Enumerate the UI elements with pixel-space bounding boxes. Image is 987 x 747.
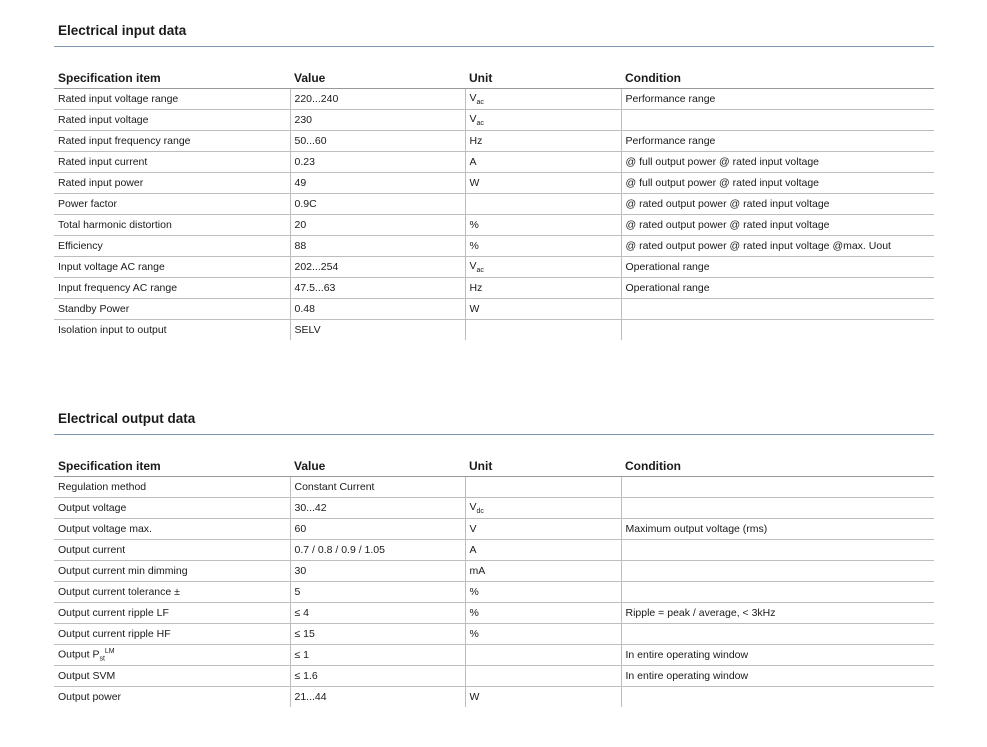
unit-cell	[465, 498, 621, 519]
value-cell: Constant Current	[290, 477, 465, 498]
unit-text: W	[469, 691, 480, 703]
table-row	[54, 257, 934, 278]
header-specification-item: Specification item	[54, 61, 290, 89]
unit-text: mA	[469, 565, 486, 577]
unit-cell	[465, 152, 621, 173]
spec-item-text: Rated input voltage range	[58, 93, 179, 105]
spec-item-cell	[54, 194, 290, 215]
unit-cell	[465, 194, 621, 215]
input-table-body	[54, 89, 934, 341]
spec-item-cell	[54, 561, 290, 582]
spec-item-superscript: LM	[104, 647, 115, 655]
table-row	[54, 687, 934, 708]
table-row	[54, 498, 934, 519]
output-section-title: Electrical output data	[54, 408, 934, 435]
condition-cell: In entire operating window	[621, 645, 934, 666]
table-row	[54, 645, 934, 666]
spec-item-cell	[54, 645, 290, 666]
spec-item-text: Isolation input to output	[58, 324, 167, 336]
condition-cell: Maximum output voltage (rms)	[621, 519, 934, 540]
unit-cell	[465, 89, 621, 110]
spec-item-text: Power factor	[58, 198, 117, 210]
header-condition: Condition	[621, 449, 934, 477]
table-row	[54, 666, 934, 687]
table-row	[54, 152, 934, 173]
input-table	[54, 61, 934, 340]
unit-text: V	[469, 112, 477, 125]
unit-text: %	[469, 586, 479, 598]
unit-cell	[465, 215, 621, 236]
unit-text: W	[469, 303, 480, 315]
condition-cell	[621, 561, 934, 582]
condition-cell	[621, 320, 934, 341]
spec-item-text: Input voltage AC range	[58, 261, 165, 273]
spec-item-cell	[54, 624, 290, 645]
table-row	[54, 215, 934, 236]
value-cell: 20	[290, 215, 465, 236]
condition-cell: @ rated output power @ rated input voltage @max. Uout	[621, 236, 934, 257]
condition-cell: Performance range	[621, 131, 934, 152]
unit-subscript: ac	[476, 120, 484, 128]
input-table-header-row	[54, 61, 934, 89]
spec-item-cell	[54, 498, 290, 519]
spec-item-subscript: st	[99, 655, 105, 663]
spec-item-cell	[54, 540, 290, 561]
spec-item-cell	[54, 89, 290, 110]
value-cell: 0.48	[290, 299, 465, 320]
unit-cell	[465, 624, 621, 645]
condition-cell: In entire operating window	[621, 666, 934, 687]
spec-item-cell	[54, 477, 290, 498]
unit-text: V	[469, 523, 477, 535]
spec-item-text: Rated input voltage	[58, 114, 149, 126]
condition-cell	[621, 624, 934, 645]
spec-item-cell	[54, 582, 290, 603]
unit-subscript: ac	[476, 267, 484, 275]
unit-cell	[465, 582, 621, 603]
spec-item-text: Output current	[58, 544, 126, 556]
spec-item-cell	[54, 110, 290, 131]
value-cell: 47.5...63	[290, 278, 465, 299]
table-row	[54, 194, 934, 215]
unit-cell	[465, 320, 621, 341]
spec-item-text: Total harmonic distortion	[58, 219, 172, 231]
value-cell: 5	[290, 582, 465, 603]
table-row	[54, 561, 934, 582]
spec-item-cell	[54, 215, 290, 236]
unit-cell	[465, 687, 621, 708]
unit-cell	[465, 666, 621, 687]
output-table-header-row	[54, 449, 934, 477]
unit-text: %	[469, 628, 479, 640]
condition-cell: @ rated output power @ rated input voltage	[621, 215, 934, 236]
unit-cell	[465, 278, 621, 299]
condition-cell	[621, 498, 934, 519]
spec-item-text: Output current ripple HF	[58, 628, 171, 640]
value-cell: SELV	[290, 320, 465, 341]
unit-text: %	[469, 219, 479, 231]
spec-item-text: Efficiency	[58, 240, 103, 252]
spec-item-text: Standby Power	[58, 303, 130, 315]
value-cell: 50...60	[290, 131, 465, 152]
unit-text: V	[469, 259, 477, 272]
unit-cell	[465, 236, 621, 257]
unit-subscript: dc	[476, 508, 484, 516]
unit-text: A	[469, 156, 477, 168]
table-row	[54, 89, 934, 110]
spec-item-cell	[54, 519, 290, 540]
unit-text: Hz	[469, 282, 483, 294]
spec-item-text: Output power	[58, 691, 122, 703]
table-row	[54, 582, 934, 603]
condition-cell: @ full output power @ rated input voltage	[621, 152, 934, 173]
table-row	[54, 320, 934, 341]
spec-item-text: Rated input current	[58, 156, 148, 168]
unit-cell	[465, 603, 621, 624]
unit-text: V	[469, 91, 477, 104]
spec-item-text: Output P	[58, 648, 100, 661]
value-cell: 30...42	[290, 498, 465, 519]
unit-cell	[465, 645, 621, 666]
unit-cell	[465, 540, 621, 561]
output-table-body	[54, 477, 934, 708]
unit-cell	[465, 477, 621, 498]
spec-item-cell	[54, 236, 290, 257]
unit-text: %	[469, 607, 479, 619]
value-cell: ≤ 15	[290, 624, 465, 645]
condition-cell: Operational range	[621, 278, 934, 299]
value-cell: 21...44	[290, 687, 465, 708]
unit-text: %	[469, 240, 479, 252]
spec-item-cell	[54, 278, 290, 299]
condition-cell	[621, 540, 934, 561]
unit-cell	[465, 519, 621, 540]
value-cell: 230	[290, 110, 465, 131]
spec-item-text: Regulation method	[58, 481, 147, 493]
unit-cell	[465, 257, 621, 278]
output-section	[54, 408, 934, 707]
unit-cell	[465, 173, 621, 194]
condition-cell: @ full output power @ rated input voltage	[621, 173, 934, 194]
unit-text: V	[469, 500, 477, 513]
spec-item-cell	[54, 320, 290, 341]
spec-item-cell	[54, 687, 290, 708]
condition-cell: Operational range	[621, 257, 934, 278]
spec-item-cell	[54, 152, 290, 173]
condition-cell	[621, 582, 934, 603]
value-cell: ≤ 1.6	[290, 666, 465, 687]
value-cell: 88	[290, 236, 465, 257]
table-row	[54, 519, 934, 540]
unit-text: Hz	[469, 135, 483, 147]
spec-item-text: Output current ripple LF	[58, 607, 169, 619]
value-cell: 49	[290, 173, 465, 194]
value-cell: 30	[290, 561, 465, 582]
unit-cell	[465, 131, 621, 152]
unit-cell	[465, 561, 621, 582]
spec-item-cell	[54, 173, 290, 194]
unit-cell	[465, 110, 621, 131]
unit-text: A	[469, 544, 477, 556]
header-specification-item: Specification item	[54, 449, 290, 477]
spec-item-cell	[54, 131, 290, 152]
unit-subscript: ac	[476, 99, 484, 107]
table-row	[54, 236, 934, 257]
value-cell: 0.23	[290, 152, 465, 173]
spec-item-text: Output voltage max.	[58, 523, 152, 535]
value-cell: ≤ 4	[290, 603, 465, 624]
table-row	[54, 299, 934, 320]
header-condition: Condition	[621, 61, 934, 89]
header-unit: Unit	[465, 61, 621, 89]
table-row	[54, 173, 934, 194]
condition-cell: Ripple = peak / average, < 3kHz	[621, 603, 934, 624]
spec-item-text: Output current min dimming	[58, 565, 188, 577]
condition-cell: Performance range	[621, 89, 934, 110]
value-cell: 0.7 / 0.8 / 0.9 / 1.05	[290, 540, 465, 561]
value-cell: 0.9C	[290, 194, 465, 215]
table-row	[54, 540, 934, 561]
value-cell: 202...254	[290, 257, 465, 278]
spec-item-text: Rated input power	[58, 177, 144, 189]
value-cell: ≤ 1	[290, 645, 465, 666]
unit-cell	[465, 299, 621, 320]
table-row	[54, 603, 934, 624]
header-unit: Unit	[465, 449, 621, 477]
spec-item-cell	[54, 603, 290, 624]
header-value: Value	[290, 61, 465, 89]
condition-cell	[621, 687, 934, 708]
header-value: Value	[290, 449, 465, 477]
table-row	[54, 477, 934, 498]
value-cell: 60	[290, 519, 465, 540]
unit-text: W	[469, 177, 480, 189]
spec-item-text: Output current tolerance ±	[58, 586, 180, 598]
spec-item-text: Rated input frequency range	[58, 135, 191, 147]
table-row	[54, 110, 934, 131]
output-table	[54, 449, 934, 707]
table-row	[54, 278, 934, 299]
input-section-title: Electrical input data	[54, 20, 934, 47]
spec-item-text: Output SVM	[58, 670, 116, 682]
spec-item-cell	[54, 299, 290, 320]
condition-cell	[621, 299, 934, 320]
condition-cell: @ rated output power @ rated input voltage	[621, 194, 934, 215]
table-row	[54, 624, 934, 645]
condition-cell	[621, 110, 934, 131]
input-section	[54, 20, 934, 340]
spec-item-text: Output voltage	[58, 502, 127, 514]
table-row	[54, 131, 934, 152]
spec-item-cell	[54, 666, 290, 687]
condition-cell	[621, 477, 934, 498]
spec-item-text: Input frequency AC range	[58, 282, 178, 294]
spec-item-cell	[54, 257, 290, 278]
value-cell: 220...240	[290, 89, 465, 110]
